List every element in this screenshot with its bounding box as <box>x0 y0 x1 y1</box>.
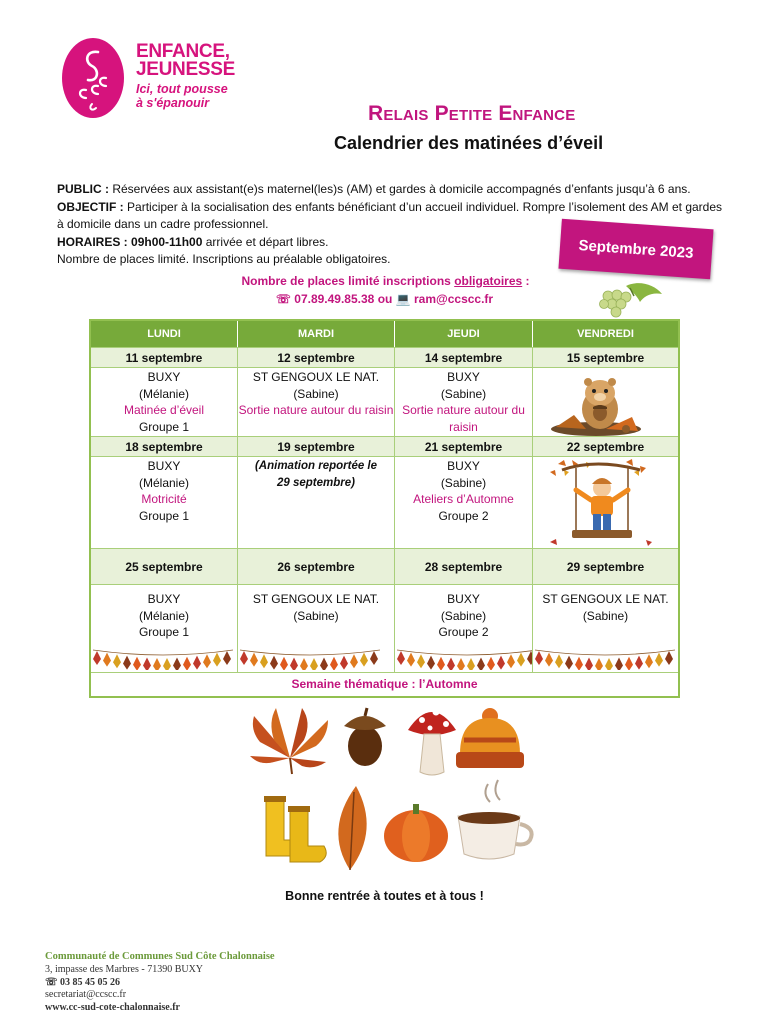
registration-obligatoires-link: obligatoires <box>454 274 523 288</box>
activity-place: ST GENGOUX LE NAT. <box>252 370 380 384</box>
illustration-cell <box>533 457 678 548</box>
footer <box>45 950 275 1014</box>
leaf-garland-icon <box>240 646 380 670</box>
public-text: Réservées aux assistant(e)s maternel(les)s (AM) et gardes à domicile accompagnés d’enfants jusqu’à 6 ans. <box>112 182 691 196</box>
phone-icon: ☏ <box>275 292 291 306</box>
activity-group: Groupe 2 <box>438 625 489 639</box>
objectif-label: OBJECTIF : <box>57 199 124 214</box>
activity-leader: (Mélanie) <box>138 386 189 401</box>
date-cell: 18 septembre <box>91 437 238 456</box>
contact-line <box>0 292 769 306</box>
calendar-header-row <box>91 321 678 347</box>
date-cell: 12 septembre <box>238 348 395 367</box>
footer-phone-icon: ☏ <box>45 976 58 988</box>
theme-week-row: Semaine thématique : l’Automne <box>91 672 678 696</box>
illustration-cell <box>533 368 678 436</box>
activity-cell <box>91 368 238 436</box>
activity-place: BUXY <box>147 459 181 473</box>
child-swing-illustration <box>536 458 676 548</box>
activity-cell <box>91 585 238 672</box>
activity-cell <box>238 457 395 548</box>
activity-cell <box>91 457 238 548</box>
date-row <box>91 347 678 367</box>
activity-place: BUXY <box>447 370 480 384</box>
date-cell: 11 septembre <box>91 348 238 367</box>
logo-tagline-1: Ici, tout pousse <box>136 82 228 96</box>
logo-monogram-icon <box>62 38 124 118</box>
date-cell: 14 septembre <box>395 348 533 367</box>
activity-leader: (Sabine) <box>440 608 487 623</box>
calendar-table <box>89 319 680 698</box>
date-row <box>91 436 678 456</box>
contact-email[interactable]: ram@ccscc.fr <box>414 292 494 306</box>
footer-address: 3, impasse des Marbres - 71390 BUXY <box>45 964 204 975</box>
hamster-illustration <box>536 369 676 436</box>
leaf-garland-icon <box>93 646 233 670</box>
footer-email[interactable]: secretariat@ccscc.fr <box>45 989 127 1000</box>
computer-icon: 💻 <box>395 292 411 306</box>
activity-cell <box>395 457 533 548</box>
activity-place: BUXY <box>447 459 480 473</box>
activity-cell <box>395 368 533 436</box>
activity-row <box>91 367 678 436</box>
activity-cell <box>238 585 395 672</box>
activity-place: BUXY <box>447 592 480 606</box>
coffee-cup-icon <box>458 780 532 859</box>
date-cell: 19 septembre <box>238 437 395 456</box>
beanie-icon <box>456 708 524 768</box>
activity-cell <box>533 585 678 672</box>
organization-logo <box>62 38 252 120</box>
footer-website[interactable]: www.cc-sud-cote-chalonnaise.fr <box>45 1001 180 1013</box>
rain-boots-icon <box>264 796 326 862</box>
activity-name: Sortie nature autour du raisin <box>402 403 525 434</box>
month-badge <box>558 219 713 279</box>
page-title: Relais Petite Enfance <box>368 102 576 125</box>
activity-row <box>91 456 678 548</box>
date-cell: 28 septembre <box>395 549 533 584</box>
activity-leader: (Sabine) <box>293 386 339 401</box>
horaires-value: 09h00-11h00 <box>131 234 203 249</box>
header-friday: VENDREDI <box>577 328 634 340</box>
footer-phone[interactable]: 03 85 45 05 26 <box>60 976 121 988</box>
activity-place: ST GENGOUX LE NAT. <box>252 592 380 606</box>
activity-name: Sortie nature autour du raisin <box>238 403 394 417</box>
places-text: Nombre de places limité. Inscriptions au préalable obligatoires. <box>57 252 391 266</box>
activity-group: Groupe 2 <box>438 508 489 523</box>
activity-leader: (Sabine) <box>440 475 487 490</box>
horaires-label: HORAIRES : <box>57 234 128 249</box>
date-row <box>91 548 678 584</box>
logo-tagline-2: à s'épanouir <box>136 96 210 110</box>
public-label: PUBLIC : <box>57 182 109 196</box>
contact-or: ou <box>377 292 393 306</box>
closing-message: Bonne rentrée à toutes et à tous ! <box>285 889 484 903</box>
activity-leader: (Mélanie) <box>138 608 189 623</box>
activity-cell <box>238 368 395 436</box>
autumn-illustrations <box>240 700 540 880</box>
activity-place: ST GENGOUX LE NAT. <box>542 592 669 606</box>
activity-leader: (Mélanie) <box>138 475 189 490</box>
acorn-icon <box>344 708 386 766</box>
header-tuesday: MARDI <box>238 321 395 347</box>
registration-line <box>0 274 769 288</box>
horaires-text: arrivée et départ libres. <box>205 234 329 249</box>
activity-name: Motricité <box>141 492 187 506</box>
leaf-garland-icon <box>397 646 533 670</box>
registration-suffix: : <box>525 274 530 288</box>
activity-name: Ateliers d’Automne <box>413 492 514 506</box>
logo-line-2: JEUNESSE <box>136 59 235 80</box>
leaf-garland-icon <box>535 646 675 670</box>
activity-leader: (Sabine) <box>582 608 629 623</box>
chestnut-leaf-icon <box>250 708 328 774</box>
activity-place: BUXY <box>147 370 181 384</box>
activity-leader: (Sabine) <box>440 386 487 401</box>
footer-organization: Communauté de Communes Sud Côte Chalonnaise <box>45 951 275 962</box>
date-cell: 29 septembre <box>566 559 645 574</box>
contact-phone[interactable]: 07.89.49.85.38 <box>294 292 375 306</box>
activity-group: Groupe 1 <box>138 625 190 639</box>
date-cell: 15 septembre <box>566 350 645 365</box>
date-cell: 21 septembre <box>395 437 533 456</box>
activity-group: Groupe 1 <box>138 508 190 523</box>
header-thursday: JEUDI <box>395 321 533 347</box>
objectif-text: Participer à la socialisation des enfants bénéficiant d’un accueil individuel. Rompre l’isolement des AM et gardes à domicile dans un cadre professionnel. <box>57 199 723 231</box>
date-cell: 25 septembre <box>91 549 238 584</box>
month-badge-label: Septembre 2023 <box>578 236 694 262</box>
activity-cell <box>395 585 533 672</box>
mushroom-icon <box>408 709 456 776</box>
postponed-note: (Animation reportée le 29 septembre) <box>254 460 378 489</box>
activity-place: BUXY <box>147 592 181 606</box>
logo-line-1: ENFANCE, <box>136 41 230 62</box>
date-cell: 26 septembre <box>238 549 395 584</box>
date-cell: 22 septembre <box>566 439 645 454</box>
pumpkin-icon <box>384 804 448 862</box>
registration-prefix: Nombre de places limité inscriptions <box>241 274 451 288</box>
activity-leader: (Sabine) <box>293 608 339 623</box>
activity-row <box>91 584 678 672</box>
page-subtitle: Calendrier des matinées d’éveil <box>334 133 604 153</box>
header-monday: LUNDI <box>91 321 238 347</box>
orange-leaf-icon <box>338 786 366 870</box>
activity-name: Matinée d’éveil <box>123 403 205 417</box>
activity-group: Groupe 1 <box>138 419 190 434</box>
